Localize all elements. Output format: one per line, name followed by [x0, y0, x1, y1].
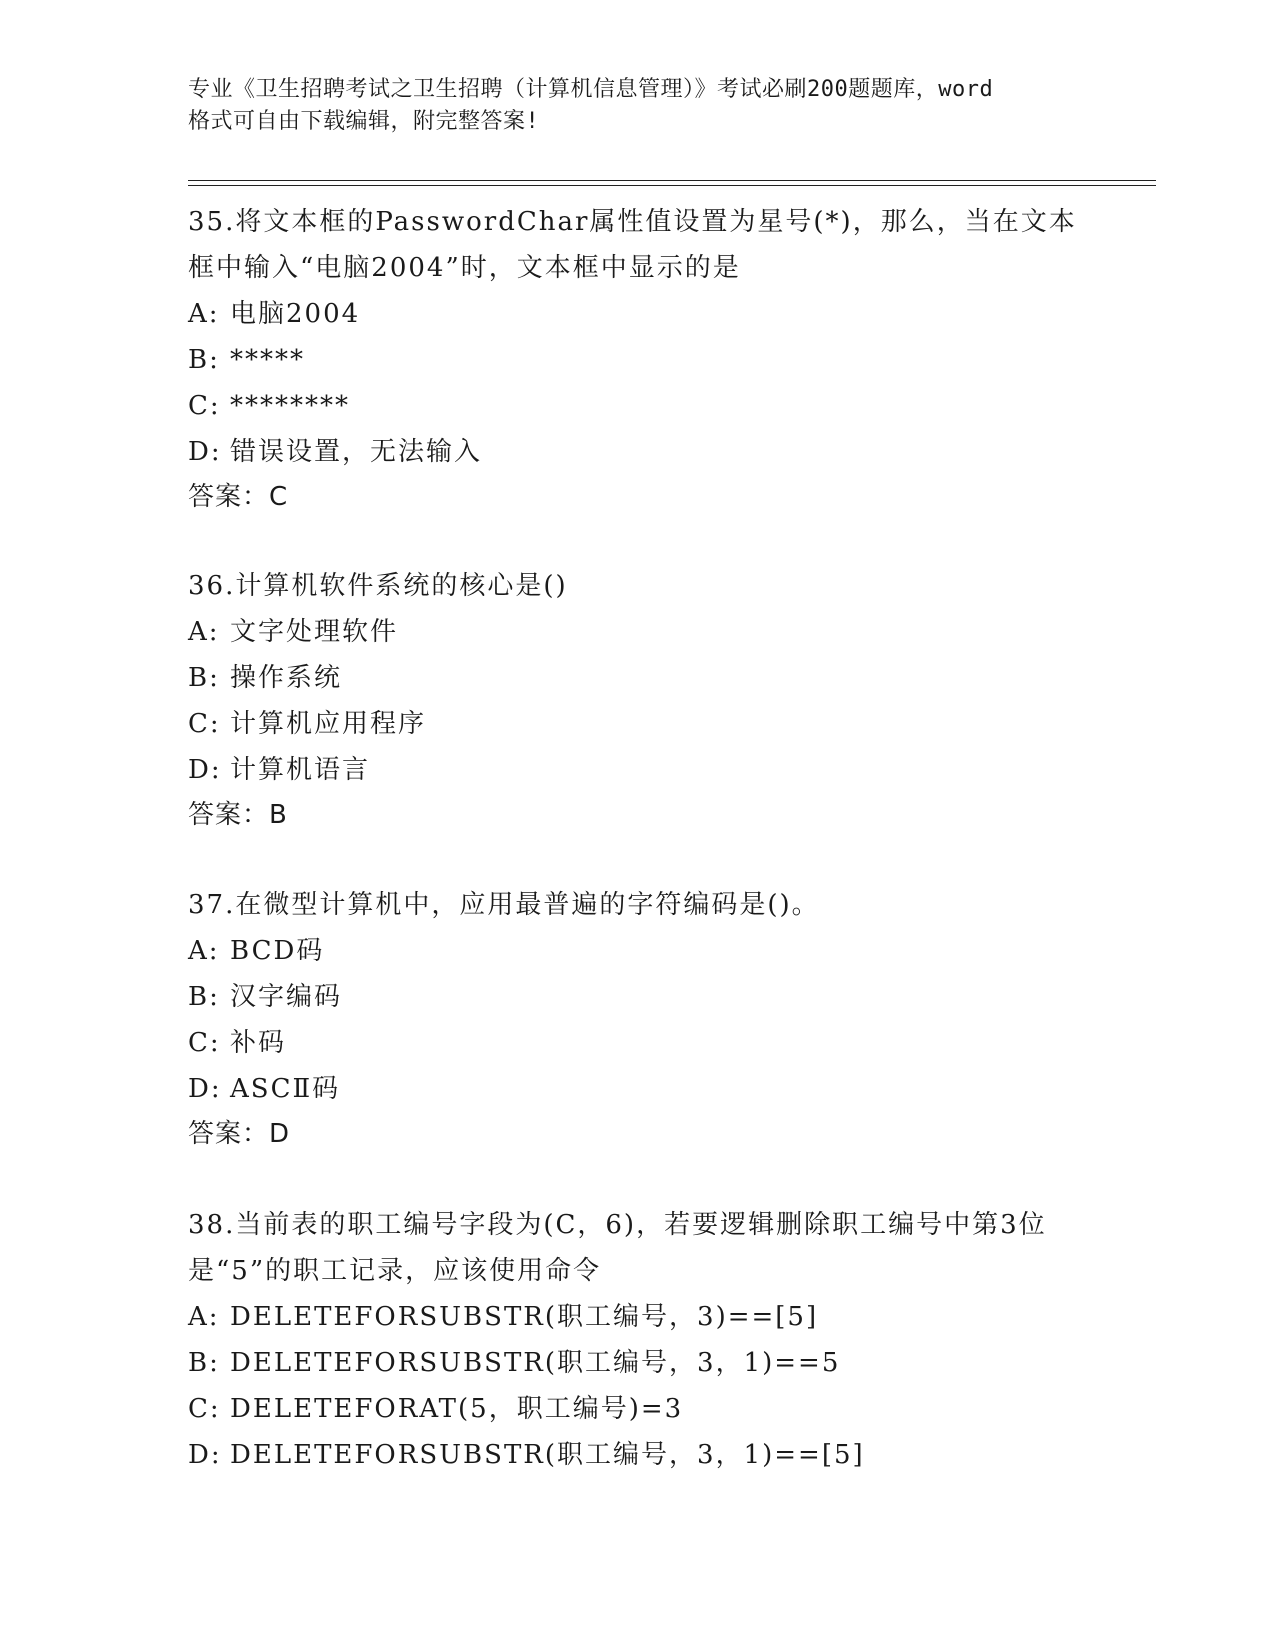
question-text: 37.在微型计算机中，应用最普遍的字符编码是()。: [188, 890, 820, 920]
option-d: [188, 1432, 1088, 1478]
option-label: C:: [188, 391, 221, 421]
question-text: 36.计算机软件系统的核心是(): [188, 571, 568, 601]
option-a: [188, 1294, 1088, 1340]
option-label: D:: [188, 755, 222, 785]
option-label: B:: [188, 982, 220, 1012]
option-b: [188, 655, 1088, 701]
option-label: D:: [188, 1440, 222, 1470]
option-text: 错误设置，无法输入: [230, 437, 483, 467]
answer-text: 答案：B: [188, 800, 288, 830]
option-text: DELETEFORSUBSTR(职工编号，3，1)==5: [230, 1348, 841, 1378]
option-b: [188, 1340, 1088, 1386]
option-a: [188, 609, 1088, 655]
option-label: A:: [188, 1302, 220, 1332]
option-text: 计算机应用程序: [230, 709, 427, 739]
option-text: BCD码: [230, 936, 325, 966]
option-c: [188, 701, 1088, 747]
option-c: [188, 383, 1088, 429]
question-text: 35.将文本框的PasswordChar属性值设置为星号(*)，那么，当在文本: [188, 207, 1077, 237]
option-label: A:: [188, 617, 220, 647]
document-header: [188, 74, 1088, 138]
option-c: [188, 1020, 1088, 1066]
header-line-2: 格式可自由下载编辑，附完整答案!: [188, 109, 540, 134]
question-35: [188, 199, 1088, 519]
option-text: 电脑2004: [230, 299, 361, 329]
option-label: D:: [188, 437, 222, 467]
option-d: [188, 1066, 1088, 1112]
option-label: B:: [188, 345, 220, 375]
option-d: [188, 429, 1088, 475]
option-a: [188, 928, 1088, 974]
question-38: [188, 1202, 1088, 1478]
option-label: B:: [188, 1348, 220, 1378]
option-text: 补码: [230, 1028, 287, 1058]
question-text: 38.当前表的职工编号字段为(C，6)，若要逻辑删除职工编号中第3位: [188, 1210, 1047, 1240]
option-label: C:: [188, 1028, 221, 1058]
header-divider-top: [188, 180, 1156, 181]
option-text: DELETEFORSUBSTR(职工编号，3)==[5]: [230, 1302, 819, 1332]
option-text: 操作系统: [230, 663, 343, 693]
option-b: [188, 974, 1088, 1020]
option-d: [188, 747, 1088, 793]
option-text: DELETEFORSUBSTR(职工编号，3，1)==[5]: [230, 1440, 865, 1470]
header-line-1: 专业《卫生招聘考试之卫生招聘（计算机信息管理）》考试必刷200题题库，word: [188, 77, 994, 102]
option-label: C:: [188, 709, 221, 739]
option-b: [188, 337, 1088, 383]
option-text: *****: [230, 345, 305, 375]
answer-text: 答案：C: [188, 482, 289, 512]
header-divider-bottom: [188, 185, 1156, 186]
option-text: ASCⅡ码: [230, 1074, 341, 1104]
option-c: [188, 1386, 1088, 1432]
option-label: A:: [188, 936, 220, 966]
option-text: 计算机语言: [230, 755, 371, 785]
question-text: 是“5”的职工记录，应该使用命令: [188, 1256, 602, 1286]
option-label: A:: [188, 299, 220, 329]
option-text: 文字处理软件: [230, 617, 399, 647]
question-text: 框中输入“电脑2004”时，文本框中显示的是: [188, 253, 741, 283]
answer-text: 答案：D: [188, 1119, 291, 1149]
option-label: D:: [188, 1074, 222, 1104]
option-text: ********: [230, 391, 350, 421]
option-text: DELETEFORAT(5，职工编号)=3: [230, 1394, 684, 1424]
option-a: [188, 291, 1088, 337]
question-37: [188, 882, 1088, 1156]
option-label: B:: [188, 663, 220, 693]
option-label: C:: [188, 1394, 221, 1424]
question-36: [188, 563, 1088, 837]
option-text: 汉字编码: [230, 982, 343, 1012]
